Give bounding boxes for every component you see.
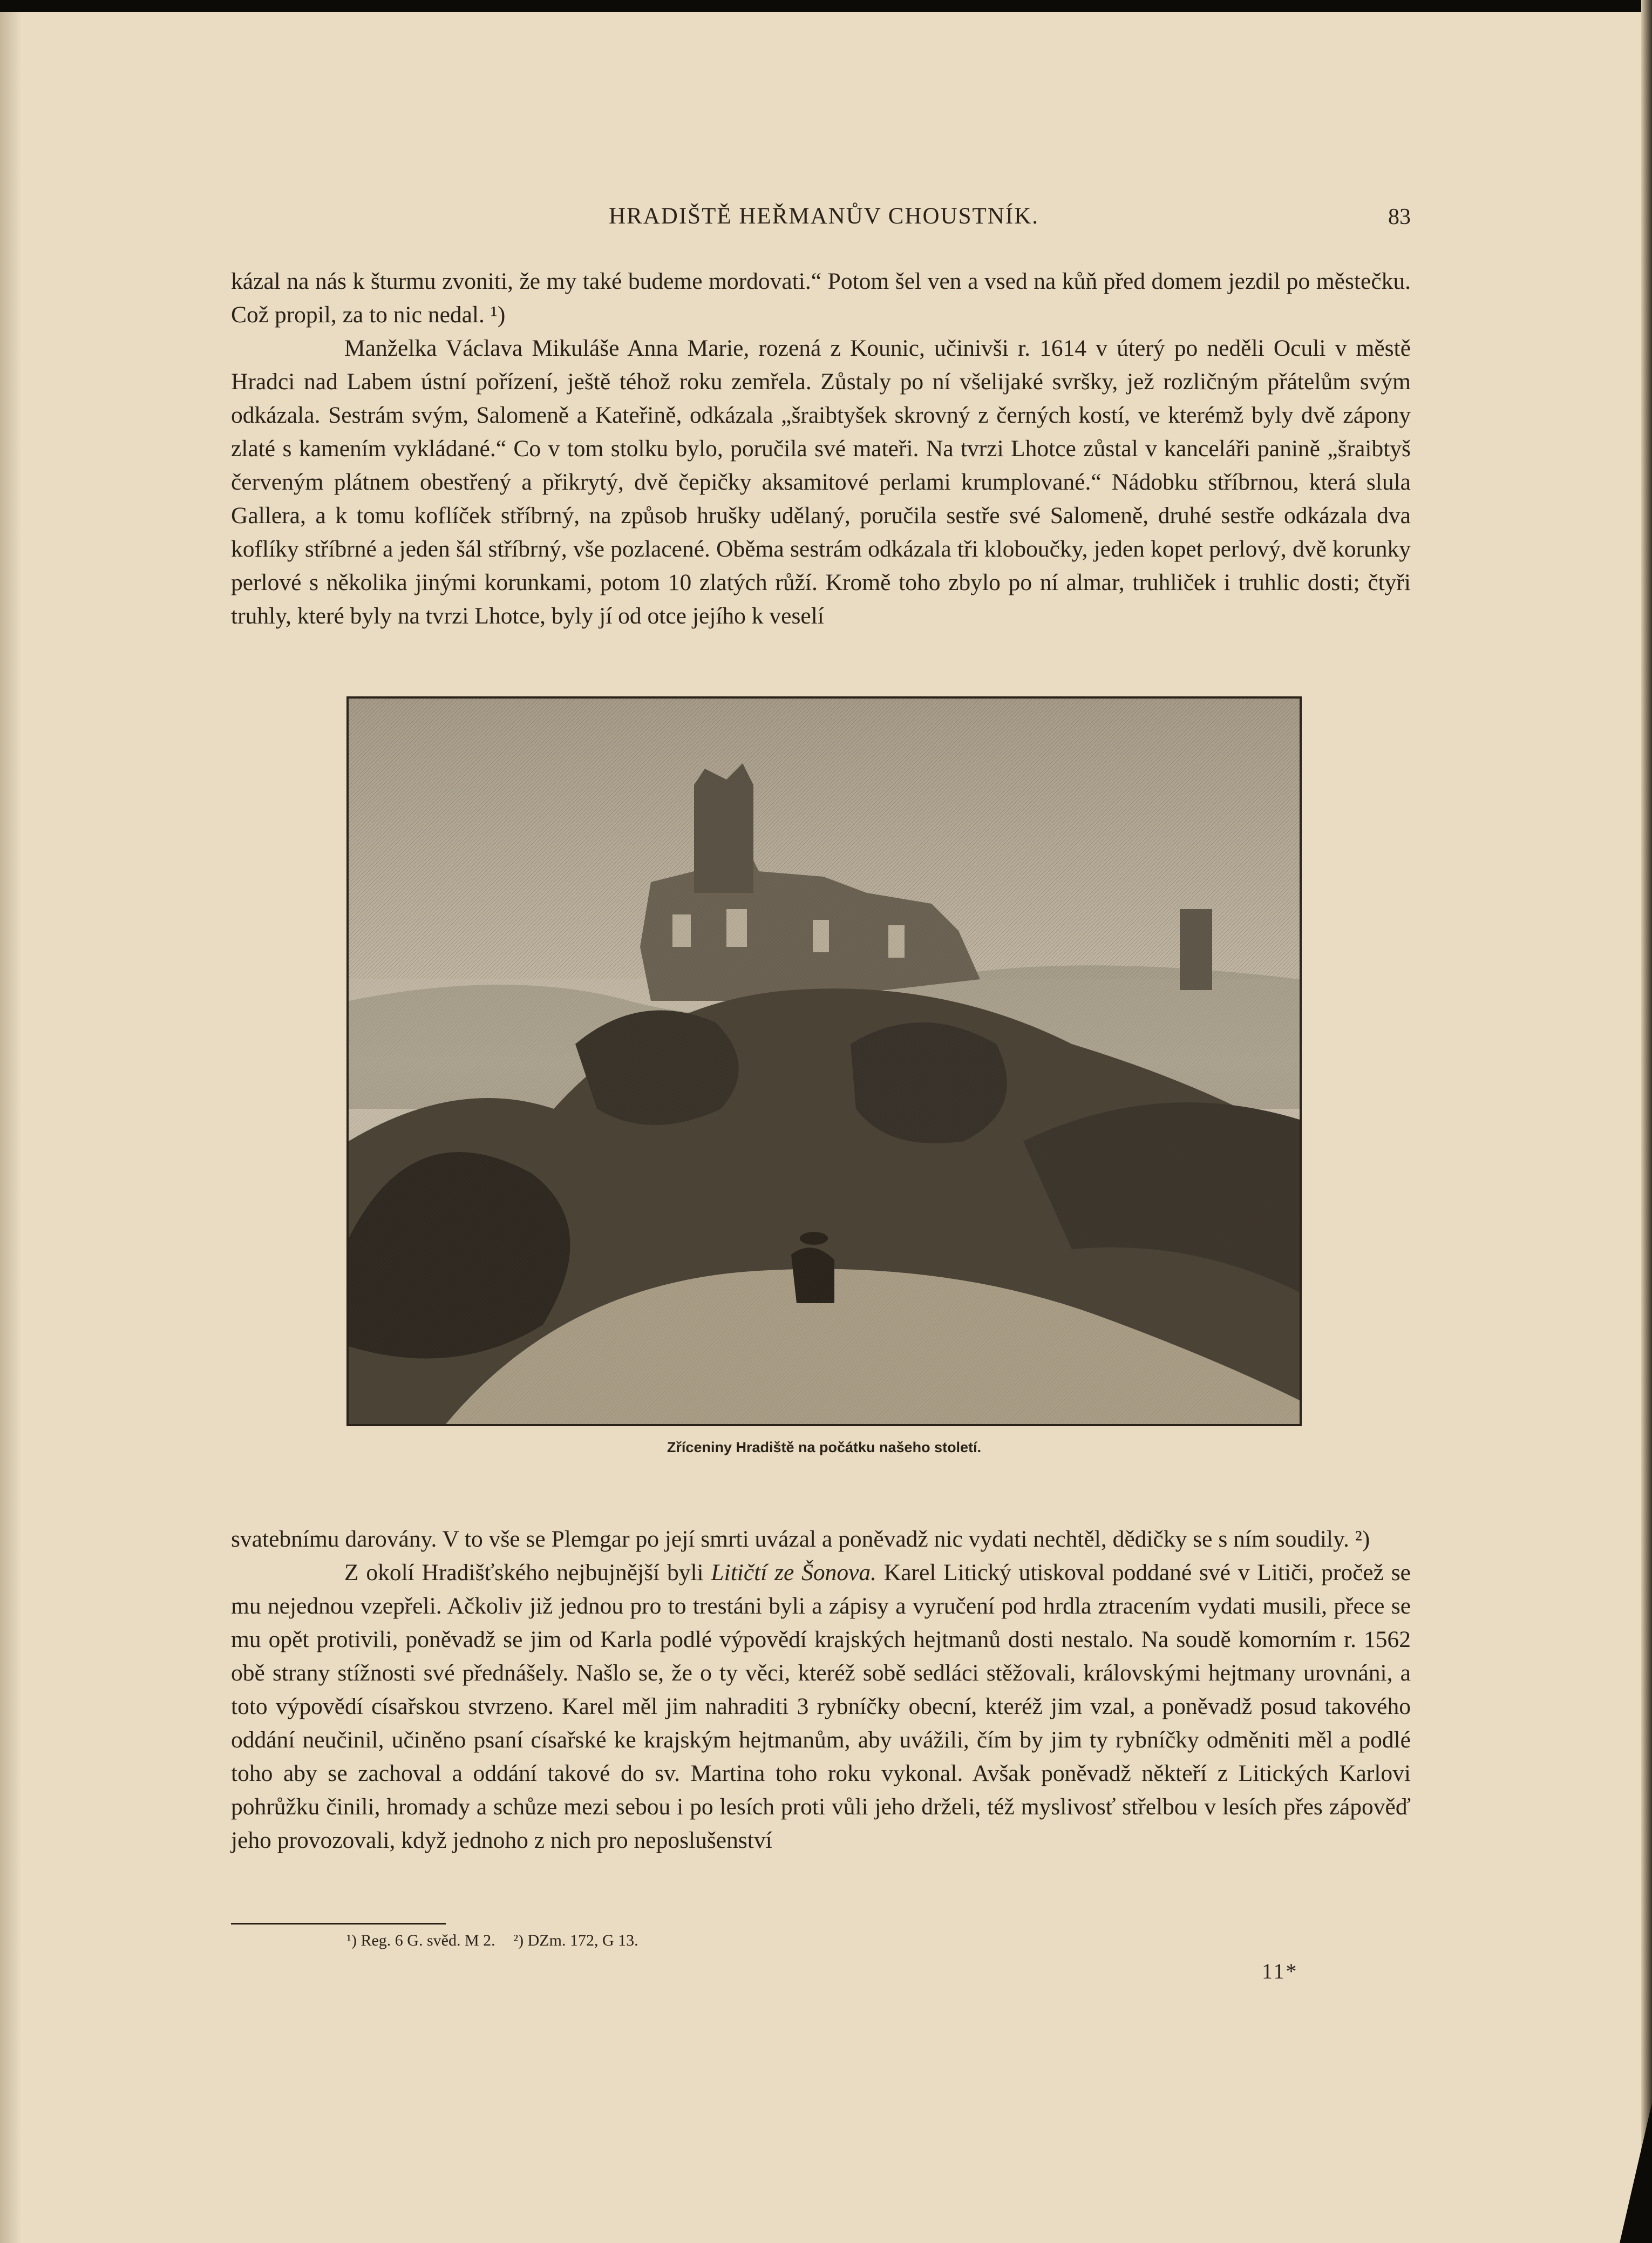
figure-caption: Zříceniny Hradiště na počátku našeho století. [667,1439,982,1455]
paragraph-liticti-rest: Karel Litický utiskoval poddané své v Litiči, pročež se mu nejednou vzepřeli. Ačkoliv již jednou pro to trestáni byli a zápisy a vyručení pod hrdla ztracením vydati musili, přece se mu opět protivili, poněvadž se jim od Karla podlé výpovědí krajských hejtmanů dosti nestalo. Na soudě komorním r. 1562 obě strany stížnosti své přednášely. Našlo se, že o ty věci, kteréž sobě sedláci stěžovali, královskými hejtmany urovnáni, a toto výpovědí císařskou stvrzeno. Karel měl jim nahraditi 3 rybníčky obecní, kteréž jim vzal, a poněvadž posud takového oddání neučinil, učiněno psaní císařské ke krajským hejtmanům, aby uvážili, čím by jim ty rybníčky odměniti měl a podlé toho aby se zachoval a oddání takové do sv. Martina toho roku vykonal. Avšak poněvadž někteří z Litických Karlovi pohrůžku činili, hromady a schůze mezi sebou i po lesích proti vůli jeho drželi, též myslivosť střelbou v lesích přes zápověď jeho provozovali, když jednoho z nich pro neposlušenství [231,1560,1411,1853]
paragraph-svatebnimu: svatebnímu darovány. V to vše se Plemgar po její smrti uvázal a poněvadž nic vydati nechtěl, dědičky se s ním soudily. ²) [231,1526,1370,1552]
running-head: HRADIŠTĚ HEŘMANŮV CHOUSTNÍK. [609,204,1039,229]
paragraph-continued: kázal na nás k šturmu zvoniti, že my také budeme mordovati.“ Potom šel ven a vsed na kůň před domem jezdil po městečku. Což propil, za to nic nedal. ¹) [231,268,1411,328]
footnote-2: ²) DZm. 172, G 13. [513,1932,638,1949]
page-gutter-shadow [0,0,22,2243]
footnote-1: ¹) Reg. 6 G. svěd. M 2. [346,1932,495,1949]
scan-corner-mark [1620,2103,1652,2243]
scan-border-right [1641,0,1652,2243]
paragraph-liticti [231,1556,1411,1857]
signature-mark: 11* [1262,1959,1299,1983]
page-header [231,203,1411,235]
top-text-block [231,265,1411,633]
liticti-ze-sonova: Litičtí ze Šonova. [711,1560,877,1585]
footnotes [346,1932,652,1950]
page-number: 83 [1388,205,1411,229]
paragraph-anna-marie: Manželka Václava Mikuláše Anna Marie, rozená z Kounic, učinivši r. 1614 v úterý po neděli Oculi v městě Hradci nad Labem ústní pořízení, ještě téhož roku zemřela. Zůstaly po ní všelijaké svršky, jež rozličným přátelům svým odkázala. Sestrám svým, Salomeně a Kateřině, odkázala „šraibtyšek skrovný z černých kostí, ve kterémž byly dvě zápony zlaté s kamením vykládané.“ Co v tom stolku bylo, poručila své mateři. Na tvrzi Lhotce zůstal v kanceláři panině „šraibtyš červeným plátnem obestřený a přikrytý, dvě čepičky aksamitové perlami krumplované.“ Nádobku stříbrnou, která slula Gallera, a k tomu koflíček stříbrný, na způsob hrušky udělaný, poručila sestře své Salomeně, druhé sestře odkázala dva koflíky stříbrné a jeden šál stříbrný, vše pozlacené. Oběma sestrám odkázala tři kloboučky, jeden kopet perlový, dvě korunky perlové s několika jinými korunkami, potom 10 zlatých růží. Kromě toho zbylo po ní almar, truhliček i truhlic dosti; čtyři truhly, které byly na tvrzi Lhotce, byly jí od otce jejího k veselí [231,335,1411,629]
footnote-rule [231,1923,446,1924]
paragraph-liticti-start: Z okolí Hradišťského nejbujnější byli [344,1560,704,1585]
ruins-illustration [346,696,1302,1426]
scan-border-top [0,0,1652,12]
engraving-image [349,699,1300,1424]
bottom-text-block [231,1522,1411,1857]
